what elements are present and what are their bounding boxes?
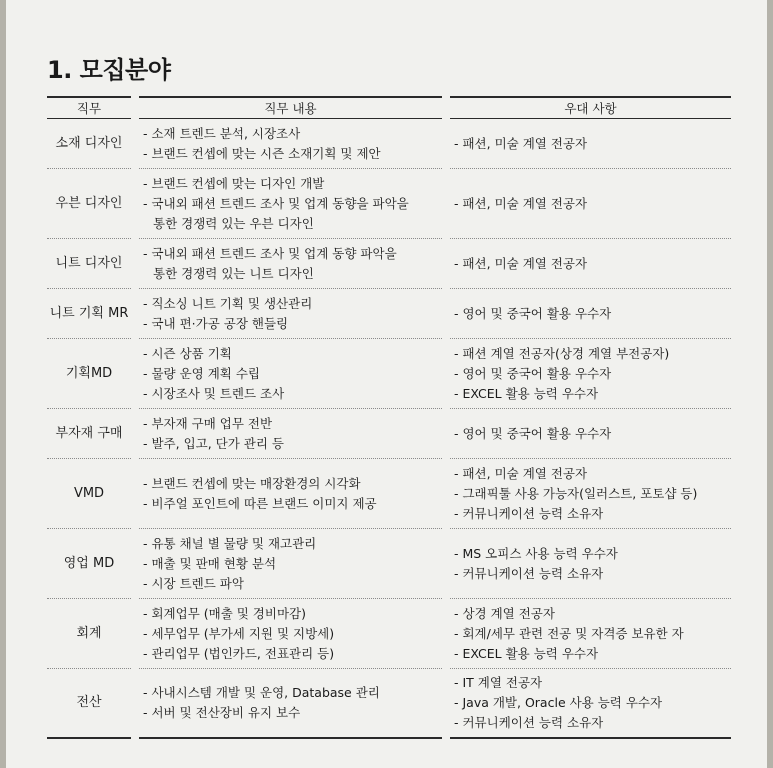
duty-line: - 시장 트렌드 파악: [143, 575, 244, 591]
pref-line: - 영어 및 중국어 활용 우수자: [454, 365, 612, 381]
table-row: [47, 119, 731, 169]
duty-line: - 회계업무 (매출 및 경비마감): [143, 605, 306, 621]
duty-line: - 직소싱 니트 기획 및 생산관리: [143, 295, 313, 311]
pref-cell: [450, 289, 731, 339]
pref-line: - 패션 계열 전공자(상경 계열 부전공자): [454, 345, 670, 361]
duty-line: - 사내시스템 개발 및 운영, Database 관리: [143, 685, 380, 700]
duty-line: - 국내 편·가공 공장 핸들링: [143, 315, 289, 331]
duty-cell: [139, 239, 442, 289]
table-row: [47, 409, 731, 459]
duty-line: - 부자재 구매 업무 전반: [143, 415, 273, 431]
pref-line: - IT 계열 전공자: [454, 675, 543, 690]
role-cell: 기획MD: [47, 339, 131, 409]
duty-cell: [139, 169, 442, 239]
duty-line: - 발주, 입고, 단가 관리 등: [143, 435, 284, 451]
recruitment-page: [6, 0, 767, 768]
duty-cell: [139, 599, 442, 669]
pref-line: - 패션, 미술 계열 전공자: [454, 465, 588, 481]
role-cell: 회계: [47, 599, 131, 669]
table-row: [47, 339, 731, 409]
duty-line: 통한 경쟁력 있는 니트 디자인: [153, 265, 314, 281]
table-header-row: [47, 96, 731, 119]
duty-line: - 시장조사 및 트렌드 조사: [143, 385, 285, 401]
pref-cell: [450, 669, 731, 739]
pref-line: - EXCEL 활용 능력 우수자: [454, 645, 599, 661]
role-cell: 영업 MD: [47, 529, 131, 599]
duty-line: - 브랜드 컨셉에 맞는 시즌 소재기획 및 제안: [143, 145, 381, 161]
duty-line: - 브랜드 컨셉에 맞는 매장환경의 시각화: [143, 475, 361, 491]
duty-cell: [139, 669, 442, 739]
table-body: [47, 119, 731, 739]
pref-cell: [450, 119, 731, 169]
header-duty: 직무 내용: [139, 96, 442, 119]
pref-cell: [450, 339, 731, 409]
pref-line: - 그래픽툴 사용 가능자(일러스트, 포토샵 등): [454, 485, 698, 501]
pref-line: - 회계/세무 관련 전공 및 자격증 보유한 자: [454, 625, 684, 641]
duty-line: - 시즌 상품 기획: [143, 345, 232, 361]
header-pref: 우대 사항: [450, 96, 731, 119]
duty-line: - 서버 및 전산장비 유지 보수: [143, 705, 301, 720]
duty-line: - 국내외 패션 트렌드 조사 및 업계 동향 파악을: [143, 245, 397, 261]
duty-line: - 비주얼 포인트에 따른 브랜드 이미지 제공: [143, 495, 377, 511]
duty-line: - 물량 운영 계획 수립: [143, 365, 261, 381]
role-cell: 소재 디자인: [47, 119, 131, 169]
pref-cell: [450, 409, 731, 459]
role-cell: 우븐 디자인: [47, 169, 131, 239]
table-row: [47, 169, 731, 239]
table-row: [47, 239, 731, 289]
recruitment-table: [39, 96, 739, 739]
pref-line: - 영어 및 중국어 활용 우수자: [454, 425, 612, 441]
pref-line: - 패션, 미술 계열 전공자: [454, 255, 588, 271]
pref-line: - 커뮤니케이션 능력 소유자: [454, 715, 604, 730]
pref-line: - 커뮤니케이션 능력 소유자: [454, 565, 604, 581]
pref-cell: [450, 239, 731, 289]
duty-line: - 브랜드 컨셉에 맞는 디자인 개발: [143, 175, 325, 191]
pref-line: - 커뮤니케이션 능력 소유자: [454, 505, 604, 521]
pref-line: - 영어 및 중국어 활용 우수자: [454, 305, 612, 321]
table-row: [47, 459, 731, 529]
pref-line: - 패션, 미술 계열 전공자: [454, 195, 588, 211]
role-cell: VMD: [47, 459, 131, 529]
duty-line: - 세무업무 (부가세 지원 및 지방세): [143, 625, 335, 641]
duty-cell: [139, 339, 442, 409]
duty-cell: [139, 459, 442, 529]
pref-cell: [450, 529, 731, 599]
header-role: 직무: [47, 96, 131, 119]
duty-cell: [139, 409, 442, 459]
duty-line: 통한 경쟁력 있는 우븐 디자인: [153, 215, 314, 231]
pref-line: - Java 개발, Oracle 사용 능력 우수자: [454, 695, 663, 710]
table-row: [47, 669, 731, 739]
duty-line: - 관리업무 (법인카드, 전표관리 등): [143, 645, 335, 661]
duty-cell: [139, 289, 442, 339]
duty-line: - 소재 트렌드 분석, 시장조사: [143, 125, 301, 141]
table-row: [47, 289, 731, 339]
pref-line: - EXCEL 활용 능력 우수자: [454, 385, 599, 401]
pref-cell: [450, 599, 731, 669]
pref-line: - 패션, 미술 계열 전공자: [454, 135, 588, 151]
section-title: 1. 모집분야: [47, 56, 171, 84]
role-cell: 부자재 구매: [47, 409, 131, 459]
pref-cell: [450, 459, 731, 529]
role-cell: 니트 기획 MR: [47, 289, 131, 339]
pref-line: - MS 오피스 사용 능력 우수자: [454, 545, 618, 561]
table-row: [47, 529, 731, 599]
pref-cell: [450, 169, 731, 239]
role-cell: 니트 디자인: [47, 239, 131, 289]
duty-line: - 유통 채널 별 물량 및 재고관리: [143, 535, 317, 551]
duty-cell: [139, 529, 442, 599]
role-cell: 전산: [47, 669, 131, 739]
duty-line: - 국내외 패션 트렌드 조사 및 업계 동향을 파악을: [143, 195, 409, 211]
table-row: [47, 599, 731, 669]
pref-line: - 상경 계열 전공자: [454, 605, 555, 621]
duty-cell: [139, 119, 442, 169]
duty-line: - 매출 및 판매 현황 분석: [143, 555, 277, 571]
